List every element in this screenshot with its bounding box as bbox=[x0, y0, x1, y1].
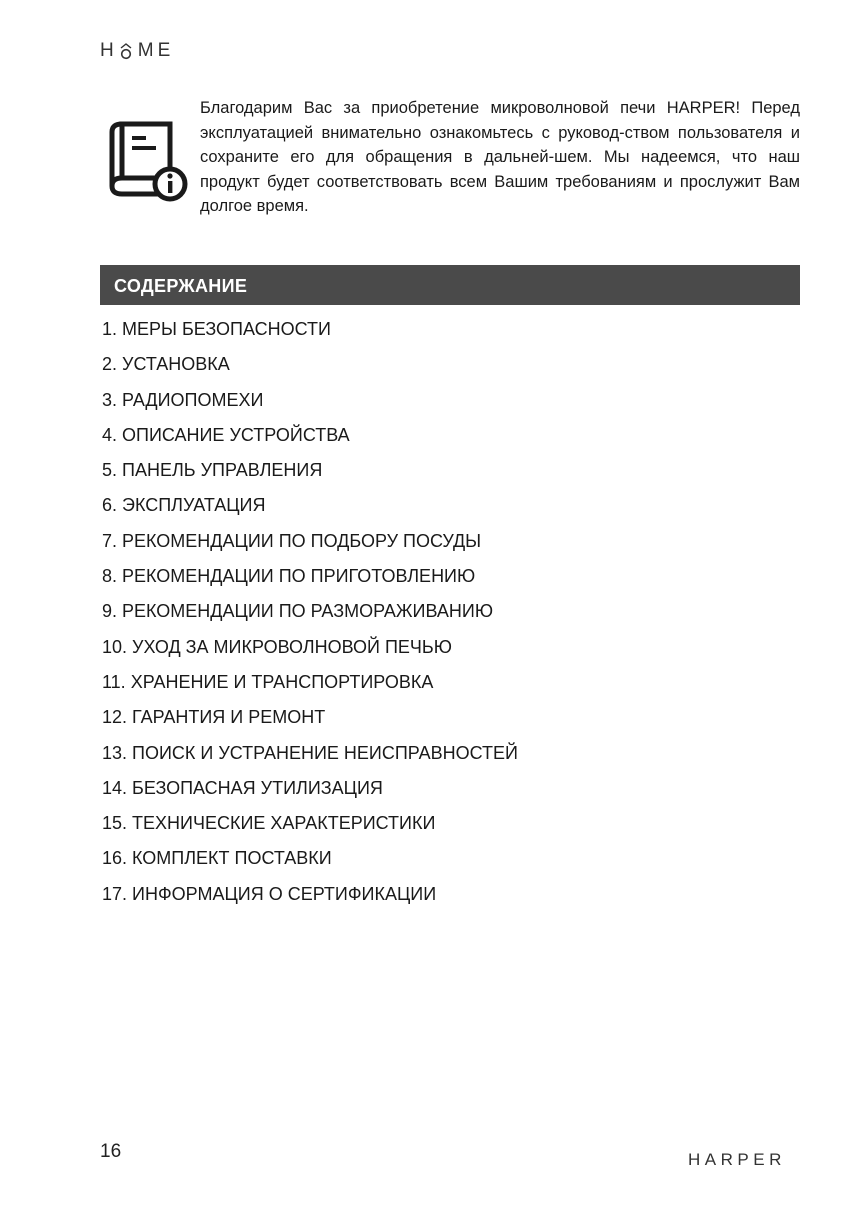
contents-heading: СОДЕРЖАНИЕ bbox=[100, 265, 800, 305]
toc-item: 6. ЭКСПЛУАТАЦИЯ bbox=[102, 495, 266, 516]
home-logo bbox=[100, 40, 174, 62]
toc-item: 4. ОПИСАНИЕ УСТРОЙСТВА bbox=[102, 424, 350, 445]
harper-logo: HARPER bbox=[688, 1150, 786, 1169]
logo-letter-e: E bbox=[157, 40, 175, 61]
toc-item: 8. РЕКОМЕНДАЦИИ ПО ПРИГОТОВЛЕНИЮ bbox=[102, 566, 476, 587]
toc-item: 17. ИНФОРМАЦИЯ О СЕРТИФИКАЦИИ bbox=[102, 883, 437, 904]
toc-item: 3. РАДИОПОМЕХИ bbox=[102, 389, 264, 410]
table-of-contents bbox=[102, 312, 518, 912]
toc-item: 12. ГАРАНТИЯ И РЕМОНТ bbox=[102, 707, 326, 728]
toc-item: 14. БЕЗОПАСНАЯ УТИЛИЗАЦИЯ bbox=[102, 777, 383, 798]
intro-text: Благодарим Вас за приобретение микроволновой печи HARPER! Перед эксплуатацией внимательно ознакомьтесь с руковод-ством пользователя и сохраните его для обращения в дальней-шем. Мы надеемся, что наш продукт будет соответствовать всем Вашим требованиям и прослужит Вам долгое время. bbox=[200, 99, 800, 215]
toc-item: 15. ТЕХНИЧЕСКИЕ ХАРАКТЕРИСТИКИ bbox=[102, 813, 436, 834]
toc-item: 10. УХОД ЗА МИКРОВОЛНОВОЙ ПЕЧЬЮ bbox=[102, 636, 452, 657]
book-info-icon bbox=[108, 120, 190, 204]
page-number: 16 bbox=[100, 1141, 122, 1162]
logo-letter-m: M bbox=[137, 40, 158, 61]
toc-item: 2. УСТАНОВКА bbox=[102, 354, 230, 375]
toc-item: 7. РЕКОМЕНДАЦИИ ПО ПОДБОРУ ПОСУДЫ bbox=[102, 530, 482, 551]
toc-item: 13. ПОИСК И УСТРАНЕНИЕ НЕИСПРАВНОСТЕЙ bbox=[102, 742, 518, 763]
toc-item: 5. ПАНЕЛЬ УПРАВЛЕНИЯ bbox=[102, 460, 323, 481]
toc-item: 9. РЕКОМЕНДАЦИИ ПО РАЗМОРАЖИВАНИЮ bbox=[102, 601, 494, 622]
logo-letter-h: H bbox=[100, 40, 118, 61]
toc-item: 1. МЕРЫ БЕЗОПАСНОСТИ bbox=[102, 319, 331, 339]
intro-block bbox=[108, 96, 800, 219]
toc-item: 11. ХРАНЕНИЕ И ТРАНСПОРТИРОВКА bbox=[102, 671, 434, 692]
house-o-icon bbox=[118, 42, 134, 60]
toc-item: 16. КОМПЛЕКТ ПОСТАВКИ bbox=[102, 848, 332, 869]
